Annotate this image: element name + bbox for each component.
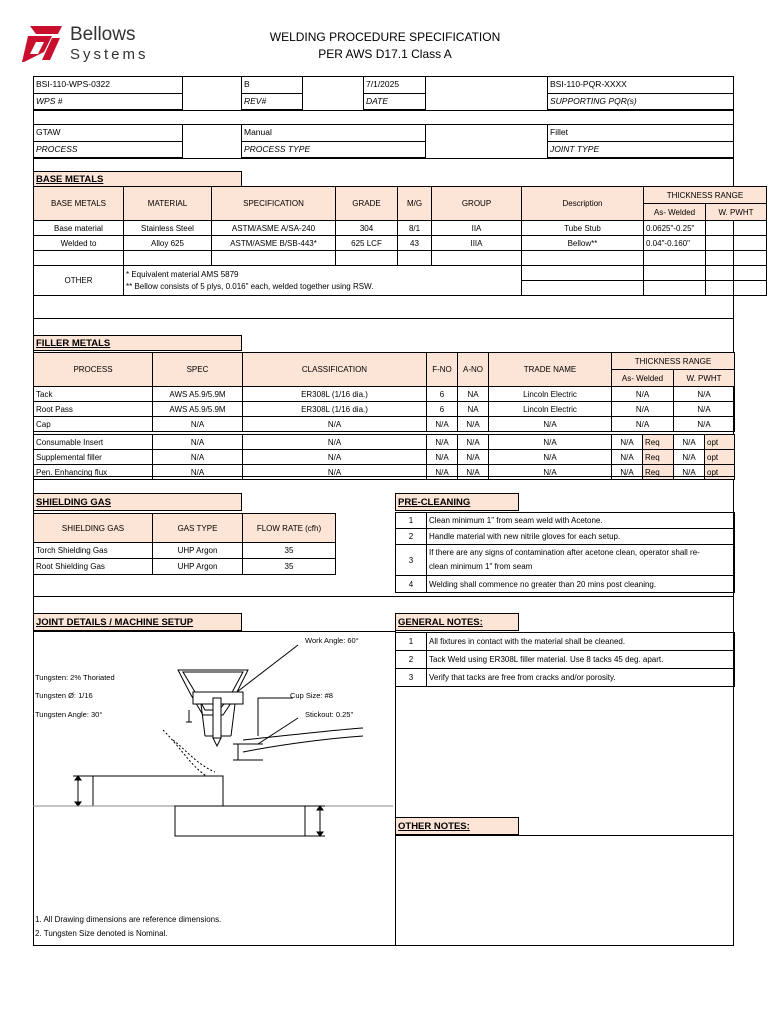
col-header: A-NO [458, 353, 489, 387]
col-header: PROCESS [34, 353, 153, 387]
cell: N/A [489, 450, 612, 465]
pqr-value: BSI-110-PQR-XXXX [550, 79, 627, 89]
drawing-note-1: 1. All Drawing dimensions are reference dimensions. [35, 915, 222, 924]
company-name-line2: Systems [70, 46, 149, 63]
cell: N/A [427, 435, 458, 450]
general-notes-title: GENERAL NOTES: [398, 617, 483, 628]
table-row [34, 465, 735, 480]
col-header: W. PWHT [674, 370, 735, 387]
list-item [396, 545, 735, 576]
shielding-gas-table [33, 513, 336, 575]
table-row [34, 417, 735, 432]
item-text: Tack Weld using ER308L filler material. Use 8 tacks 45 deg. apart. [427, 651, 735, 669]
cell: N/A [674, 465, 705, 480]
table-row [34, 251, 767, 266]
item-number: 2 [396, 651, 427, 669]
tungsten-angle-label: Tungsten Angle: 30° [35, 710, 103, 719]
cell: Root Shielding Gas [34, 559, 153, 575]
col-header: As- Welded [644, 204, 706, 221]
pre-cleaning-title: PRE-CLEANING [398, 497, 471, 508]
other-label: OTHER [34, 266, 124, 296]
company-logo [22, 24, 152, 68]
item-number: 2 [396, 529, 427, 545]
cell: N/A [458, 417, 489, 432]
col-header: CLASSIFICATION [243, 353, 427, 387]
item-text [427, 545, 735, 576]
cell: opt [705, 465, 735, 480]
table-row [34, 387, 735, 402]
item-number: 4 [396, 576, 427, 593]
col-header: M/G [398, 187, 432, 221]
table-row [34, 221, 767, 236]
table-row [34, 543, 336, 559]
item-text: Welding shall commence no greater than 20 mins post cleaning. [427, 576, 735, 593]
cup-size-label: Cup Size: #8 [290, 691, 333, 700]
col-header: GRADE [336, 187, 398, 221]
item-number: 3 [396, 545, 427, 576]
process-type-value: Manual [244, 127, 272, 137]
cell: AWS A5.9/5.9M [153, 402, 243, 417]
tungsten-dia-label: Tungsten Ø: 1/16 [35, 691, 93, 700]
base-metals-title: BASE METALS [36, 174, 104, 185]
col-header: SPECIFICATION [212, 187, 336, 221]
cell: Alloy 625 [124, 236, 212, 251]
item-text: Clean minimum 1" from seam weld with Acetone. [427, 513, 735, 529]
col-header: GAS TYPE [153, 514, 243, 543]
cell: ER308L (1/16 dia.) [243, 387, 427, 402]
table-row [34, 402, 735, 417]
general-notes-list [395, 632, 735, 687]
cell: N/A [153, 417, 243, 432]
col-header: MATERIAL [124, 187, 212, 221]
cell: N/A [674, 387, 735, 402]
cell: Pen. Enhancing flux [34, 465, 153, 480]
cell: 0.04"-0.160" [644, 236, 706, 251]
cell: Root Pass [34, 402, 153, 417]
list-item [396, 529, 735, 545]
cell: Stainless Steel [124, 221, 212, 236]
table-row [34, 236, 767, 251]
table-row [34, 450, 735, 465]
list-item [396, 576, 735, 593]
cell: N/A [427, 417, 458, 432]
item-text: All fixtures in contact with the material shall be cleaned. [427, 633, 735, 651]
cell: Consumable Insert [34, 435, 153, 450]
cell: Bellow** [522, 236, 644, 251]
cell: opt [705, 450, 735, 465]
torch-setup-diagram [33, 640, 393, 840]
drawing-note-2: 2. Tungsten Size denoted is Nominal. [35, 929, 168, 938]
cell: UHP Argon [153, 559, 243, 575]
date-label: DATE [366, 96, 389, 106]
filler-metals-table [33, 352, 735, 480]
cell: N/A [612, 402, 674, 417]
list-item [396, 633, 735, 651]
filler-metals-title: FILLER METALS [36, 338, 111, 349]
col-header: Description [522, 187, 644, 221]
other-line2: ** Bellow consists of 5 plys, 0.016" each, welded together using RSW. [126, 281, 374, 291]
other-notes-title: OTHER NOTES: [398, 821, 470, 832]
cell: N/A [153, 450, 243, 465]
wps-label: WPS # [36, 96, 63, 106]
cell: Torch Shielding Gas [34, 543, 153, 559]
list-item [396, 651, 735, 669]
col-header: F-NO [427, 353, 458, 387]
pqr-label: SUPPORTING PQR(s) [550, 96, 637, 106]
other-notes-cell [124, 266, 522, 296]
cell: N/A [674, 435, 705, 450]
page-subtitle: PER AWS D17.1 Class A [318, 47, 452, 61]
col-header: FLOW RATE (cfh) [243, 514, 336, 543]
cell: Cap [34, 417, 153, 432]
cell: N/A [458, 435, 489, 450]
item-number: 1 [396, 633, 427, 651]
cell: N/A [243, 450, 427, 465]
cell: NA [458, 387, 489, 402]
cell: 6 [427, 387, 458, 402]
list-item [396, 669, 735, 687]
item-text: Verify that tacks are free from cracks and/or porosity. [427, 669, 735, 687]
cell: N/A [243, 435, 427, 450]
joint-type-value: Fillet [550, 127, 568, 137]
col-header: GROUP [432, 187, 522, 221]
cell: N/A [458, 465, 489, 480]
cell: NA [458, 402, 489, 417]
cell: Req [643, 435, 674, 450]
col-header: W. PWHT [706, 204, 767, 221]
col-header: SPEC [153, 353, 243, 387]
cell: 43 [398, 236, 432, 251]
cell: N/A [674, 450, 705, 465]
cell: N/A [612, 435, 643, 450]
cell: N/A [153, 435, 243, 450]
cell: N/A [674, 402, 735, 417]
cell: N/A [612, 387, 674, 402]
cell: N/A [612, 450, 643, 465]
item-number: 3 [396, 669, 427, 687]
col-header: As- Welded [612, 370, 674, 387]
rev-value: B [244, 79, 250, 89]
cell: 35 [243, 559, 336, 575]
pre-cleaning-list [395, 512, 735, 593]
cell: N/A [427, 465, 458, 480]
cell: Base material [34, 221, 124, 236]
cell: Lincoln Electric [489, 402, 612, 417]
tungsten-type-label: Tungsten: 2% Thoriated [35, 673, 115, 682]
joint-type-label: JOINT TYPE [550, 144, 600, 154]
cell: 0.0625"-0.25" [644, 221, 706, 236]
process-label: PROCESS [36, 144, 78, 154]
cell: opt [705, 435, 735, 450]
cell: IIIA [432, 236, 522, 251]
cell: ASTM/ASME B/SB-443* [212, 236, 336, 251]
cell: N/A [674, 417, 735, 432]
item-text: Handle material with new nitrile gloves for each setup. [427, 529, 735, 545]
list-item [396, 513, 735, 529]
item-text-line2: clean minimum 1" from seam [429, 562, 533, 571]
cell [706, 236, 767, 251]
cell: 8/1 [398, 221, 432, 236]
cell: Welded to [34, 236, 124, 251]
cell: N/A [489, 417, 612, 432]
work-angle-label: Work Angle: 60° [305, 636, 359, 645]
date-value: 7/1/2025 [366, 79, 400, 89]
col-header: TRADE NAME [489, 353, 612, 387]
cell: ASTM/ASME A/SA-240 [212, 221, 336, 236]
col-header: SHIELDING GAS [34, 514, 153, 543]
col-header: THICKNESS RANGE [644, 187, 767, 204]
cell: N/A [612, 465, 643, 480]
cell: Supplemental filler [34, 450, 153, 465]
cell: Lincoln Electric [489, 387, 612, 402]
company-name-line1: Bellows [70, 24, 136, 45]
table-row [34, 266, 767, 281]
cell: N/A [458, 450, 489, 465]
joint-details-title: JOINT DETAILS / MACHINE SETUP [36, 617, 194, 628]
process-value: GTAW [36, 127, 61, 137]
rev-label: REV# [244, 96, 267, 106]
cell: IIA [432, 221, 522, 236]
cell: N/A [612, 417, 674, 432]
item-number: 1 [396, 513, 427, 529]
cell: N/A [489, 435, 612, 450]
col-header: BASE METALS [34, 187, 124, 221]
cell: 304 [336, 221, 398, 236]
page-title: WELDING PROCEDURE SPECIFICATION [269, 30, 501, 44]
table-row [34, 559, 336, 575]
item-text-line1: If there are any signs of contamination after acetone clean, operator shall re- [429, 548, 700, 557]
cell: Req [643, 450, 674, 465]
cell: 35 [243, 543, 336, 559]
process-type-label: PROCESS TYPE [244, 144, 311, 154]
cell: N/A [153, 465, 243, 480]
bellows-logo-icon [22, 24, 64, 64]
base-metals-table [33, 186, 767, 296]
cell: Tack [34, 387, 153, 402]
shielding-gas-title: SHIELDING GAS [36, 497, 111, 508]
cell: AWS A5.9/5.9M [153, 387, 243, 402]
table-row [34, 435, 735, 450]
cell: N/A [243, 417, 427, 432]
cell: 625 LCF [336, 236, 398, 251]
cell: N/A [489, 465, 612, 480]
cell: Tube Stub [522, 221, 644, 236]
other-line1: * Equivalent material AMS 5879 [126, 269, 239, 279]
cell [706, 221, 767, 236]
wps-value: BSI-110-WPS-0322 [36, 79, 111, 89]
cell: UHP Argon [153, 543, 243, 559]
cell: ER308L (1/16 dia.) [243, 402, 427, 417]
cell: N/A [243, 465, 427, 480]
cell: Req [643, 465, 674, 480]
cell: 6 [427, 402, 458, 417]
stickout-label: Stickout: 0.25" [305, 710, 354, 719]
col-header: THICKNESS RANGE [612, 353, 735, 370]
cell: N/A [427, 450, 458, 465]
